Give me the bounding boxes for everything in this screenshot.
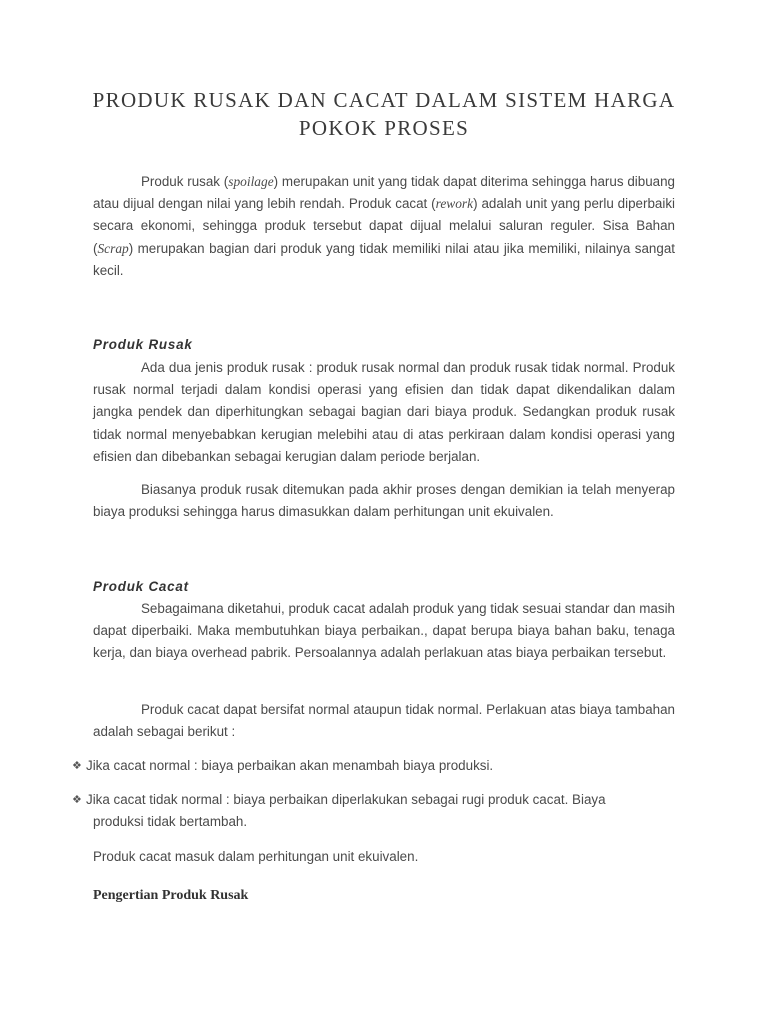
heading-produk-rusak: Produk Rusak xyxy=(93,337,193,352)
list-item: Jika cacat normal : biaya perbaikan akan menambah biaya produksi. xyxy=(86,758,494,773)
produk-cacat-paragraph-1: Sebagaimana diketahui, produk cacat adalah produk yang tidak sesuai standar dan masih dapat diperbaiki. Maka membutuhkan biaya perbaikan., dapat berupa biaya bahan baku, tenaga kerja, dan biaya overhead pabrik. Persoalannya adalah perlakuan atas biaya perbaikan tersebut. xyxy=(93,601,675,661)
intro-paragraph: Produk rusak (spoilage) merupakan unit yang tidak dapat diterima sehingga harus dibuang atau dijual dengan nilai yang lebih rendah. Produk cacat (rework) adalah unit yang perlu diperbaiki secara ekonomi, sehingga produk tersebut dapat dijual melalui saluran reguler. Sisa Bahan (Scrap) merupakan bagian dari produk yang tidak memiliki nilai atau jika memiliki, nilainya sangat kecil. xyxy=(93,174,675,278)
produk-cacat-paragraph-2: Produk cacat dapat bersifat normal ataupun tidak normal. Perlakuan atas biaya tambahan adalah sebagai berikut : xyxy=(93,702,675,740)
diamond-bullet-icon: ❖ xyxy=(72,760,82,772)
heading-produk-cacat: Produk Cacat xyxy=(93,579,189,594)
produk-cacat-paragraph-3: Produk cacat masuk dalam perhitungan unit ekuivalen. xyxy=(93,849,419,864)
produk-rusak-paragraph-1: Ada dua jenis produk rusak : produk rusak normal dan produk rusak tidak normal. Produk rusak normal terjadi dalam kondisi operasi yang efisien dan tidak dapat dikendalikan dalam jangka pendek dan diperhitungkan sebagai bagian dari biaya produk. Sedangkan produk rusak tidak normal menyebabkan kerugian melebihi atau di atas perkiraan dalam kondisi operasi yang efisien dan dibebankan sebagai kerugian dalam periode berjalan. xyxy=(93,360,675,464)
term-scrap: Scrap xyxy=(97,240,129,256)
term-spoilage: spoilage xyxy=(228,174,274,189)
list-item: Jika cacat tidak normal : biaya perbaikan diperlakukan sebagai rugi produk cacat. Biaya produksi tidak bertambah. xyxy=(86,792,606,830)
document-title: PRODUK RUSAK DAN CACAT DALAM SISTEM HARGA POKOK PROSES xyxy=(92,88,676,140)
produk-rusak-paragraph-2: Biasanya produk rusak ditemukan pada akhir proses dengan demikian ia telah menyerap biaya produksi sehingga harus dimasukkan dalam perhitungan unit ekuivalen. xyxy=(93,482,675,520)
heading-pengertian-produk-rusak: Pengertian Produk Rusak xyxy=(93,888,249,903)
term-rework: rework xyxy=(435,196,474,212)
diamond-bullet-icon: ❖ xyxy=(72,794,82,806)
